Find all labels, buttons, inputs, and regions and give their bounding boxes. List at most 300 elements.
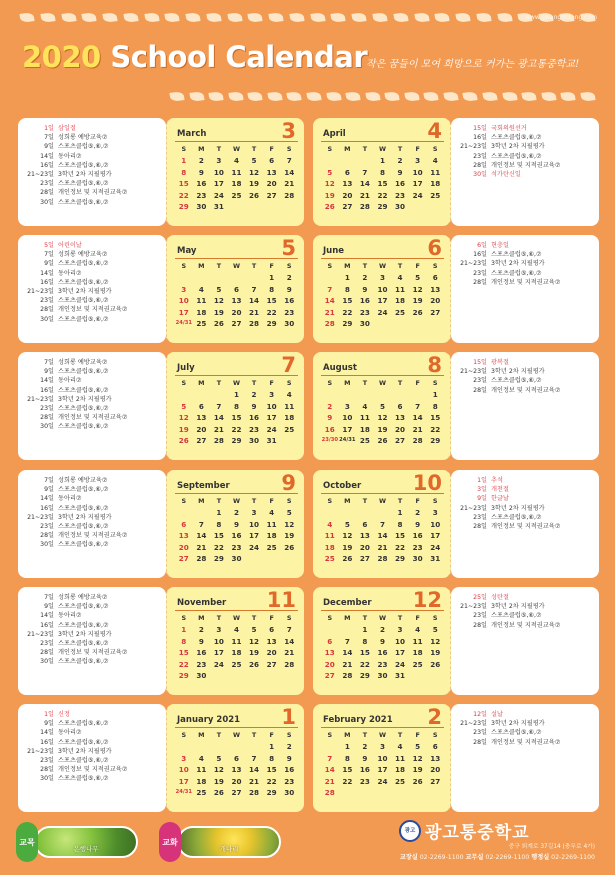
phone-number: 02-2269-1100 [551, 854, 595, 861]
day-cell [280, 201, 298, 212]
day-cell: 3 [397, 625, 403, 635]
event-title: 스포츠클럽⑤,⑥,⑦ [58, 161, 109, 169]
day-cell: 7 [286, 625, 292, 635]
event-item [24, 504, 162, 513]
weekday-header: M [344, 731, 351, 739]
day-cell: 11 [395, 753, 406, 763]
month-panel-7 [18, 470, 308, 578]
day-cell: 22 [266, 776, 277, 786]
day-cell: 30 [196, 670, 207, 680]
day-cell: 25 [196, 787, 207, 797]
day-cell: 19 [249, 648, 260, 658]
weekday-header: F [415, 614, 420, 622]
event-item [24, 657, 162, 666]
month-name: February 2021 [323, 715, 393, 725]
day-cell: 17 [266, 413, 277, 423]
day-cell: 3 [269, 390, 275, 400]
day-cell: 12 [213, 765, 224, 775]
day-cell: 26 [213, 787, 224, 797]
day-cell [374, 787, 392, 798]
day-cell: 28 [284, 659, 295, 669]
event-item [457, 522, 595, 531]
event-date: 21~23일 [27, 630, 54, 638]
day-cell: 24 [430, 542, 441, 552]
day-cell: 18 [359, 424, 370, 434]
day-cell: 30 [196, 201, 207, 211]
weekday-header: S [286, 379, 292, 387]
day-cell: 16 [249, 413, 260, 423]
event-item [24, 278, 162, 287]
day-cell: 22 [231, 424, 242, 434]
leaf-icon [372, 12, 387, 23]
weekday-header: S [432, 731, 438, 739]
event-item [457, 611, 595, 620]
day-cell: 27 [342, 201, 353, 211]
day-cell: 8 [233, 401, 239, 411]
month-calendar [166, 118, 304, 226]
day-grid [321, 613, 444, 681]
weekday-header: M [198, 379, 205, 387]
event-title: 스포츠클럽⑤,⑥,⑦ [58, 775, 109, 783]
month-calendar [166, 470, 304, 578]
event-item [24, 124, 162, 133]
event-title: 스포츠클럽⑤,⑥,⑦ [491, 269, 542, 277]
day-cell: 2 [251, 390, 257, 400]
event-item [24, 494, 162, 503]
day-cell: 10 [266, 401, 277, 411]
event-date: 28일 [473, 523, 487, 531]
day-cell [245, 201, 263, 212]
event-title: 신정 [58, 711, 70, 718]
day-cell: 30 [412, 553, 423, 563]
phone-label: 교무실 [465, 854, 484, 861]
event-date: 9일 [44, 368, 54, 376]
phone-number: 02-2269-1100 [485, 854, 530, 861]
weekday-header: S [286, 614, 292, 622]
month-number: 1 [281, 705, 296, 729]
day-grid [175, 613, 298, 681]
event-title: 3학년 2차 지필평가 [491, 504, 545, 512]
day-cell: 21 [359, 190, 370, 200]
day-cell: 8 [216, 519, 222, 529]
day-cell: 17 [377, 296, 388, 306]
month-number: 3 [281, 119, 296, 143]
day-cell: 15 [395, 531, 406, 541]
event-item [24, 747, 162, 756]
event-item [457, 269, 595, 278]
day-cell: 12 [284, 519, 295, 529]
day-cell [356, 507, 374, 518]
day-cell: 11 [324, 531, 335, 541]
leaf-icon [40, 12, 55, 23]
day-cell: 18 [231, 648, 242, 658]
day-cell [391, 389, 409, 400]
month-number: 9 [281, 471, 296, 495]
leaf-icon [385, 91, 400, 102]
month-calendar [166, 352, 304, 460]
month-header [175, 353, 298, 377]
day-cell: 24 [412, 190, 423, 200]
day-cell: 4 [397, 742, 403, 752]
day-cell: 23 [249, 424, 260, 434]
event-date: 28일 [473, 278, 487, 286]
day-cell: 27 [178, 553, 189, 563]
event-title: 스포츠클럽⑤,⑥,⑦ [58, 143, 109, 151]
weekday-header: T [251, 497, 257, 505]
event-item [24, 621, 162, 630]
day-cell: 5 [327, 167, 333, 177]
day-cell: 13 [359, 531, 370, 541]
event-date: 7일 [44, 134, 54, 142]
day-cell: 19 [430, 648, 441, 658]
day-cell: 16 [395, 179, 406, 189]
day-cell: 2 [397, 156, 403, 166]
day-cell: 6 [397, 401, 403, 411]
event-item [24, 198, 162, 207]
day-cell: 2 [379, 625, 385, 635]
day-cell: 10 [377, 284, 388, 294]
event-title: 스포츠클럽⑤,⑥,⑦ [58, 486, 109, 494]
leaf-icon [463, 91, 478, 102]
day-cell: 22 [430, 424, 441, 434]
event-item [24, 639, 162, 648]
day-cell: 5 [344, 519, 350, 529]
event-item [24, 648, 162, 657]
event-item [24, 485, 162, 494]
leaf-icon [310, 12, 325, 23]
day-cell: 12 [412, 284, 423, 294]
day-cell: 9 [397, 167, 403, 177]
day-cell: 31 [213, 201, 224, 211]
day-cell: 23 [377, 659, 388, 669]
leaf-icon [209, 91, 224, 102]
day-cell: 29 [266, 318, 277, 328]
day-cell: 21 [324, 776, 335, 786]
day-cell: 22 [342, 776, 353, 786]
leaf-icon [476, 12, 491, 23]
day-cell: 14 [249, 296, 260, 306]
day-cell: 17 [249, 531, 260, 541]
month-calendar [166, 587, 304, 695]
event-title: 스포츠클럽⑤,⑥,⑦ [58, 260, 109, 268]
day-cell: 28 [359, 201, 370, 211]
event-date: 21~23일 [460, 260, 487, 268]
month-name: August [323, 363, 357, 373]
day-cell: 20 [196, 424, 207, 434]
day-cell: 26 [324, 201, 335, 211]
event-date: 7일 [44, 359, 54, 366]
day-cell: 18 [395, 765, 406, 775]
weekday-header: F [415, 497, 420, 505]
event-date: 21~23일 [460, 143, 487, 151]
day-cell: 3 [251, 508, 257, 518]
ginkgo-photo [34, 826, 138, 858]
weekday-header: M [198, 614, 205, 622]
event-date: 9일 [477, 495, 487, 503]
event-item [24, 738, 162, 747]
day-cell: 7 [251, 284, 257, 294]
day-grid [175, 730, 298, 798]
day-grid [175, 144, 298, 212]
day-cell: 11 [430, 167, 441, 177]
event-date: 7일 [44, 477, 54, 484]
day-cell [245, 553, 263, 564]
weekday-header: T [251, 262, 257, 270]
phone-label: 행정실 [531, 854, 550, 861]
day-cell: 23 [359, 776, 370, 786]
day-cell: 27 [324, 670, 335, 680]
day-cell: 3 [379, 273, 385, 283]
event-title: 스포츠클럽⑤,⑥,⑦ [58, 757, 109, 765]
leaf-icon [206, 12, 221, 23]
day-cell: 2 [198, 625, 204, 635]
event-title: 국회의원선거 [491, 125, 527, 132]
day-cell [175, 507, 193, 518]
forsythia-photo [177, 826, 281, 858]
weekday-header: T [216, 497, 222, 505]
day-cell [193, 507, 211, 518]
leaf-icon [482, 91, 497, 102]
event-date: 23일 [473, 377, 487, 385]
day-cell: 20 [324, 659, 335, 669]
event-date: 30일 [40, 315, 54, 323]
day-cell: 9 [251, 401, 257, 411]
day-cell: 13 [342, 179, 353, 189]
day-cell: 20 [430, 296, 441, 306]
day-cell: 26 [377, 435, 388, 445]
event-item [24, 756, 162, 765]
weekday-header: W [378, 379, 387, 387]
event-title: 성희롱 예방교육⑦ [58, 477, 108, 484]
event-item [457, 719, 595, 728]
day-cell: 21 [196, 542, 207, 552]
day-cell: 13 [324, 648, 335, 658]
events-list [451, 704, 599, 812]
day-cell: 18 [266, 531, 277, 541]
day-cell: 10 [430, 519, 441, 529]
leaf-icon [269, 12, 284, 23]
weekday-header: W [378, 614, 387, 622]
day-cell [210, 389, 228, 400]
day-cell: 29 [395, 553, 406, 563]
event-date: 16일 [40, 161, 54, 169]
day-cell: 19 [377, 424, 388, 434]
event-title: 스포츠클럽⑤,⑥,⑦ [491, 251, 542, 259]
day-cell: 13 [231, 296, 242, 306]
event-date: 28일 [473, 621, 487, 629]
weekday-header: F [269, 497, 274, 505]
event-date: 14일 [40, 377, 54, 385]
weekday-header: S [181, 379, 187, 387]
mid-leaf-border [170, 92, 595, 104]
event-date: 28일 [473, 738, 487, 746]
day-cell: 6 [181, 519, 187, 529]
weekday-header: S [327, 614, 333, 622]
school-tree-badge [16, 822, 156, 862]
event-date: 21~23일 [27, 171, 54, 179]
day-cell: 28 [342, 670, 353, 680]
day-cell: 23/30 [321, 436, 338, 443]
event-title: 설날 [491, 711, 503, 718]
event-date: 23일 [40, 180, 54, 188]
event-item [24, 476, 162, 485]
day-cell [339, 389, 357, 400]
event-title: 개인정보 및 지적권교육⑦ [58, 189, 128, 197]
leaf-icon [352, 12, 367, 23]
day-cell: 12 [412, 753, 423, 763]
day-cell: 8 [397, 519, 403, 529]
event-date: 15일 [473, 359, 487, 366]
day-cell: 19 [342, 542, 353, 552]
day-cell: 23 [196, 659, 207, 669]
weekday-header: S [181, 731, 187, 739]
day-cell [409, 318, 427, 329]
event-date: 16일 [40, 386, 54, 394]
event-date: 30일 [473, 171, 487, 179]
event-title: 현충일 [491, 242, 509, 249]
event-date: 16일 [473, 251, 487, 259]
day-grid [175, 261, 298, 329]
day-cell [356, 389, 374, 400]
day-cell: 30 [284, 318, 295, 328]
day-cell: 9 [362, 284, 368, 294]
event-item [24, 413, 162, 422]
leaf-icon [561, 91, 576, 102]
day-cell: 13 [266, 636, 277, 646]
day-cell: 11 [412, 636, 423, 646]
day-cell: 24 [395, 659, 406, 669]
events-list [451, 235, 599, 343]
day-cell: 11 [266, 519, 277, 529]
event-title: 3학년 2차 지필평가 [491, 603, 545, 611]
day-cell: 30 [395, 201, 406, 211]
event-title: 동아리⑦ [58, 612, 82, 620]
weekday-header: S [286, 262, 292, 270]
day-cell: 6 [327, 636, 333, 646]
month-calendar [313, 704, 451, 812]
event-item [457, 710, 595, 719]
day-cell [321, 741, 339, 752]
event-date: 23일 [40, 405, 54, 413]
weekday-header: T [397, 497, 403, 505]
day-cell: 18 [231, 179, 242, 189]
event-date: 16일 [40, 738, 54, 746]
day-cell: 27 [395, 435, 406, 445]
footer [16, 818, 599, 868]
month-header [321, 471, 444, 495]
weekday-header: F [269, 262, 274, 270]
event-title: 동아리⑦ [58, 152, 82, 160]
day-grid [321, 496, 444, 564]
day-cell: 2 [362, 273, 368, 283]
weekday-header: T [251, 379, 257, 387]
weekday-header: W [232, 614, 241, 622]
event-title: 스포츠클럽⑤,⑥,⑦ [491, 612, 542, 620]
day-cell: 29 [231, 435, 242, 445]
day-cell: 2 [233, 508, 239, 518]
day-cell: 14 [196, 531, 207, 541]
events-list [451, 352, 599, 460]
day-cell: 25 [284, 424, 295, 434]
day-cell: 26 [249, 659, 260, 669]
leaf-icon [414, 12, 429, 23]
day-cell [175, 389, 193, 400]
day-cell: 9 [415, 519, 421, 529]
event-item [457, 367, 595, 376]
day-cell [339, 507, 357, 518]
day-cell: 18 [196, 776, 207, 786]
event-title: 스포츠클럽⑤,⑥,⑦ [58, 640, 109, 648]
month-calendar [313, 470, 451, 578]
event-date: 1일 [44, 125, 54, 132]
day-cell [409, 389, 427, 400]
month-panel-2 [313, 118, 603, 226]
leaf-icon [393, 12, 408, 23]
event-item [24, 728, 162, 737]
event-item [457, 358, 595, 367]
weekday-header: M [344, 497, 351, 505]
day-cell: 19 [213, 776, 224, 786]
day-cell: 21 [342, 659, 353, 669]
leaf-icon [228, 91, 243, 102]
day-cell: 25 [395, 776, 406, 786]
event-item [24, 531, 162, 540]
day-cell: 17 [412, 179, 423, 189]
day-cell: 22 [359, 659, 370, 669]
day-cell: 20 [178, 542, 189, 552]
day-cell: 23 [284, 776, 295, 786]
event-item [457, 602, 595, 611]
event-date: 16일 [40, 278, 54, 286]
month-panel-4 [313, 235, 603, 343]
event-title: 3학년 2차 지필평가 [491, 143, 545, 151]
day-cell: 23 [359, 307, 370, 317]
event-title: 개인정보 및 지적권교육⑦ [491, 621, 561, 629]
day-cell [374, 318, 392, 329]
phone-number: 02-2269-1100 [419, 854, 464, 861]
day-cell: 5 [251, 625, 257, 635]
event-date: 1일 [477, 477, 487, 484]
weekday-header: S [327, 145, 333, 153]
event-title: 어린이날 [58, 242, 82, 249]
weekday-header: T [362, 379, 368, 387]
day-cell [228, 670, 246, 681]
weekday-header: T [362, 614, 368, 622]
day-cell: 7 [327, 753, 333, 763]
day-cell: 26 [178, 435, 189, 445]
event-title: 3학년 2차 지필평가 [491, 260, 545, 268]
day-cell: 16 [284, 296, 295, 306]
day-cell: 23 [412, 542, 423, 552]
day-cell: 13 [395, 413, 406, 423]
day-cell: 24 [249, 542, 260, 552]
day-cell: 22 [178, 659, 189, 669]
day-cell: 4 [233, 625, 239, 635]
event-date: 28일 [473, 386, 487, 394]
event-item [457, 170, 595, 179]
event-title: 3학년 2차 지필평가 [58, 630, 112, 638]
event-item [457, 133, 595, 142]
event-item [457, 152, 595, 161]
event-date: 28일 [40, 414, 54, 422]
month-header [175, 236, 298, 260]
month-calendar [166, 235, 304, 343]
event-date: 9일 [44, 260, 54, 268]
weekday-header: F [415, 262, 420, 270]
day-cell: 10 [395, 636, 406, 646]
weekday-header: T [216, 731, 222, 739]
event-item [24, 395, 162, 404]
